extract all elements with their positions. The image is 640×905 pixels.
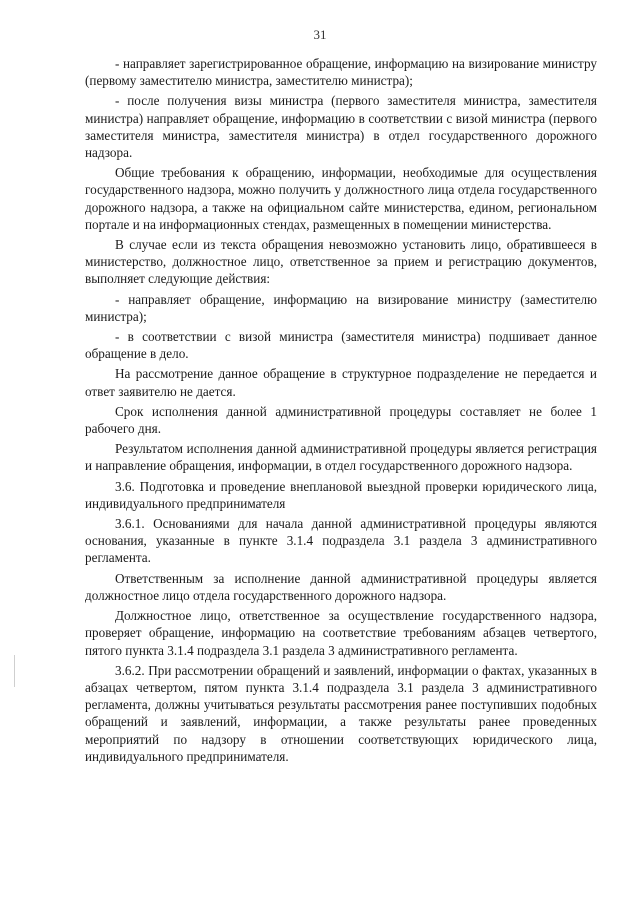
paragraph: Срок исполнения данной административной процедуры составляет не более 1 рабочего дня. bbox=[85, 403, 597, 437]
paragraph: Ответственным за исполнение данной административной процедуры является должностное лицо отдела государственного дорожного надзора. bbox=[85, 570, 597, 603]
section-heading: 3.6. Подготовка и проведение внеплановой выездной проверки юридического лица, индивидуального предпринимателя bbox=[85, 478, 597, 511]
paragraph: - после получения визы министра (первого заместителя министра, заместителя министра) направляет обращение, информацию в соответствии с визой министра (первого заместителя министра, заместителя министра) в отдел государственного дорожного надзора. bbox=[85, 93, 597, 161]
paragraph: - направляет обращение, информацию на визирование министру (заместителю министра); bbox=[85, 291, 597, 324]
paragraph: Результатом исполнения данной административной процедуры является регистрация и направление обращения, информации, в отдел государственного дорожного надзора. bbox=[85, 441, 597, 474]
paragraph: - направляет зарегистрированное обращение, информацию на визирование министру (первому заместителю министра, заместителю министра); bbox=[85, 56, 597, 89]
paragraph: В случае если из текста обращения невозможно установить лицо, обратившееся в министерство, должностное лицо, ответственное за прием и регистрацию документов, выполняет следующие действия: bbox=[85, 237, 597, 287]
page-number: 31 bbox=[313, 27, 327, 42]
paragraph: Общие требования к обращению, информации, необходимые для осуществления государственного надзора, можно получить у должностного лица отдела государственного дорожного надзора, а также на официальном сайте министерства, едином, региональном портале и на информационных стендах, размещенных в помещении министерства. bbox=[85, 165, 597, 232]
document-body bbox=[85, 55, 597, 768]
paragraph: На рассмотрение данное обращение в структурное подразделение не передается и ответ заявителю не дается. bbox=[85, 366, 597, 399]
paragraph: Должностное лицо, ответственное за осуществление государственного надзора, проверяет обращение, информацию на соответствие требованиям абзацев четвертого, пятого пункта 3.1.4 подраздела 3.1 раздела 3 административного регламента. bbox=[85, 608, 597, 658]
paragraph: 3.6.1. Основаниями для начала данной административной процедуры являются основания, указанные в пункте 3.1.4 подраздела 3.1 раздела 3 административного регламента. bbox=[85, 516, 597, 566]
scan-margin-mark bbox=[14, 655, 15, 687]
paragraph: - в соответствии с визой министра (заместителя министра) подшивает данное обращение в дело. bbox=[85, 329, 597, 362]
paragraph: 3.6.2. При рассмотрении обращений и заявлений, информации о фактах, указанных в абзацах четвертом, пятом пункта 3.1.4 подраздела 3.1 раздела 3 административного регламента, должны учитываться результаты рассмотрения ранее поступивших подобных обращений и заявлений, информации, а также результаты ранее проведенных мероприятий по надзору в отношении соответствующих юридического лица, индивидуального предпринимателя. bbox=[85, 662, 597, 764]
